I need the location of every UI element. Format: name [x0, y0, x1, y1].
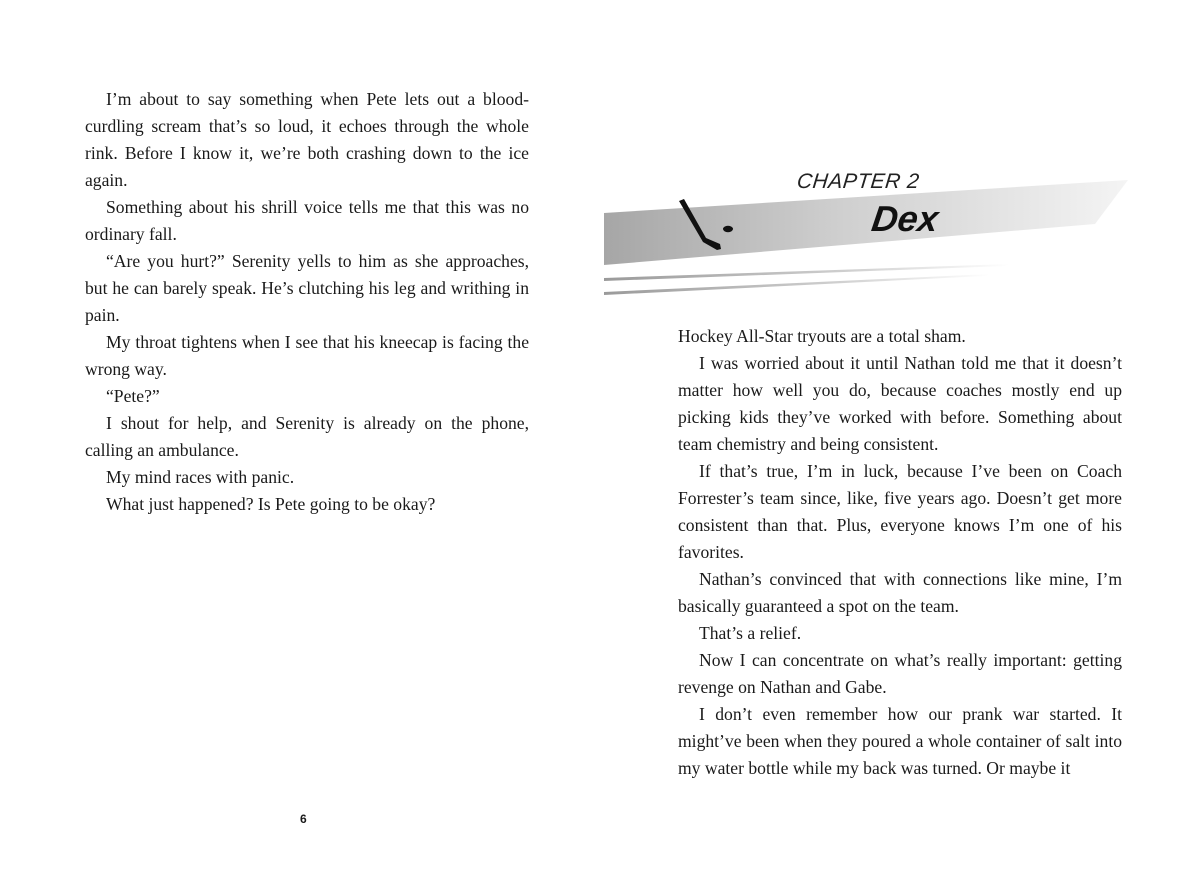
paragraph: What just happened? Is Pete going to be okay? [106, 494, 436, 514]
paragraph: “Pete?” [106, 386, 160, 406]
left-page-text [85, 86, 529, 518]
chapter-title: Dex [869, 198, 941, 239]
paragraph: I was worried about it until Nathan told me that it doesn’t matter how well you do, because coaches mostly end up picking kids they’ve worked with before. Something about team chemistry and being consistent. [678, 353, 1122, 454]
paragraph: Now I can concentrate on what’s really important: getting revenge on Nathan and Gabe. [678, 650, 1122, 697]
right-page-text [678, 323, 1122, 782]
paragraph: Something about his shrill voice tells me that this was no ordinary fall. [85, 197, 529, 244]
paragraph: My mind races with panic. [106, 467, 295, 487]
paragraph: If that’s true, I’m in luck, because I’ve been on Coach Forrester’s team since, like, five years ago. Doesn’t get more consistent than that. Plus, everyone knows I’m one of his favorites. [678, 461, 1122, 562]
chapter-heading-banner [600, 160, 1200, 310]
paragraph: My throat tightens when I see that his kneecap is facing the wrong way. [85, 332, 529, 379]
paragraph: I’m about to say something when Pete lets out a blood-curdling scream that’s so loud, it echoes through the whole rink. Before I know it, we’re both crashing down to the ice again. [85, 89, 529, 190]
page-number: 6 [300, 812, 307, 826]
paragraph: I don’t even remember how our prank war started. It might’ve been when they poured a whole container of salt into my water bottle while my back was turned. Or maybe it [678, 704, 1122, 778]
paragraph: Nathan’s convinced that with connections like mine, I’m basically guaranteed a spot on the team. [678, 569, 1122, 616]
speed-line [604, 264, 1010, 281]
paragraph: “Are you hurt?” Serenity yells to him as she approaches, but he can barely speak. He’s clutching his leg and writhing in pain. [85, 251, 529, 325]
paragraph: Hockey All-Star tryouts are a total sham. [678, 326, 966, 346]
paragraph: I shout for help, and Serenity is already on the phone, calling an ambulance. [85, 413, 529, 460]
right-page [600, 0, 1200, 891]
chapter-label: CHAPTER 2 [795, 170, 921, 193]
paragraph: That’s a relief. [699, 623, 802, 643]
